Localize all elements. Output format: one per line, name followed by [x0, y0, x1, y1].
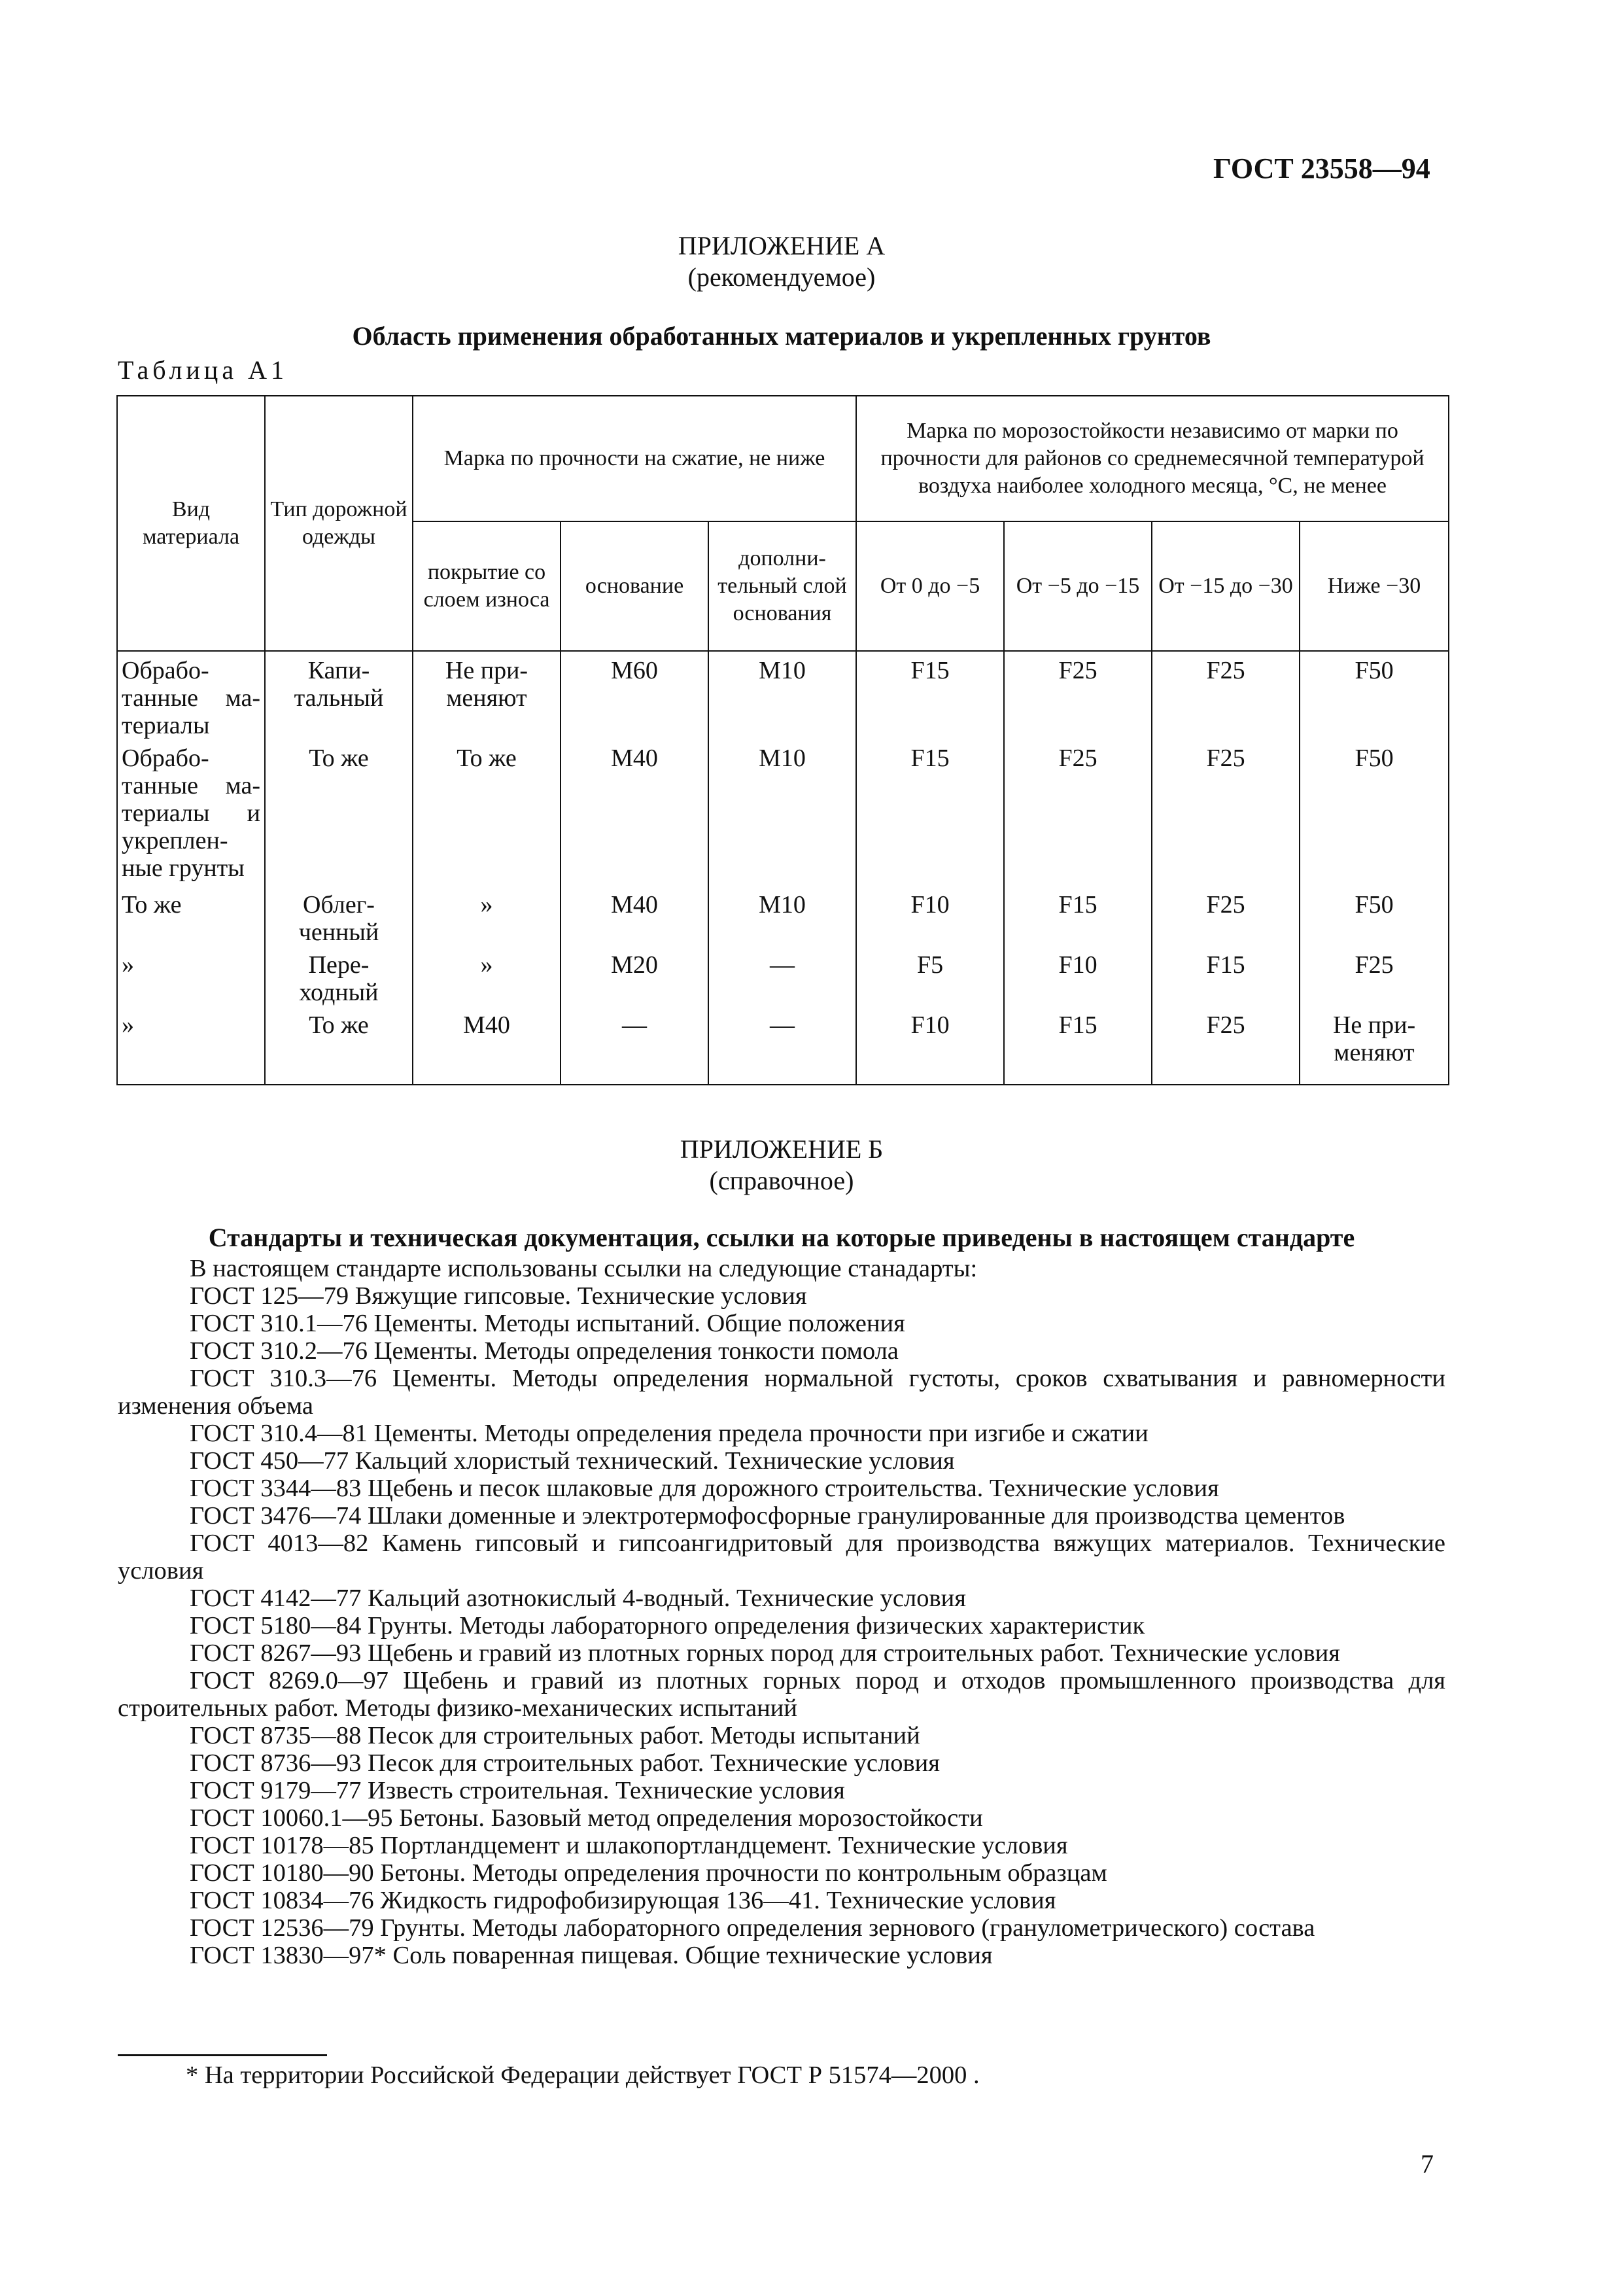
table-cell: F25 [1004, 651, 1152, 739]
reference-item: ГОСТ 8269.0—97 Щебень и гравий из плотных горных пород и отходов промышленного производства для строительных работ. Методы физико-механических испытаний [118, 1667, 1445, 1722]
references-list [118, 1255, 1445, 1969]
table-cell: F25 [1152, 886, 1300, 946]
table-cell: » [117, 1006, 265, 1085]
table-cell: То же [413, 739, 561, 886]
table-a1-container [116, 395, 1448, 1085]
header-frost: Марка по морозостойкости независимо от марки по прочности для районов со среднемесячной температурой воздуха наиболее холодного месяца, °С, не менее [856, 396, 1449, 521]
table-cell: М40 [561, 739, 708, 886]
table-cell: F15 [856, 739, 1004, 886]
header-strength: Марка по прочности на сжатие, не ниже [413, 396, 856, 521]
table-cell: F25 [1300, 946, 1449, 1006]
table-cell: М40 [413, 1006, 561, 1085]
table-cell: Не при-меняют [413, 651, 561, 739]
reference-item: ГОСТ 10834—76 Жидкость гидрофобизирующая 136—41. Технические условия [190, 1887, 1056, 1914]
table-cell: Облег-ченный [265, 886, 413, 946]
reference-item: ГОСТ 310.2—76 Цементы. Методы определения тонкости помола [190, 1337, 899, 1365]
table-cell: F10 [1004, 946, 1152, 1006]
table-cell: Обрабо-танные ма-териалы [117, 651, 265, 739]
subheader-cell: От −15 до −30 [1152, 521, 1300, 651]
appendix-a-subtitle: (рекомендуемое) [687, 262, 876, 292]
reference-item: ГОСТ 9179—77 Известь строительная. Технические условия [190, 1777, 845, 1804]
table-row [117, 946, 1449, 1006]
references-intro: В настоящем стандарте использованы ссылки на следующие станадарты: [190, 1255, 978, 1282]
table-cell: Пере-ходный [265, 946, 413, 1006]
document-header: ГОСТ 23558—94 [1213, 152, 1430, 184]
reference-item: ГОСТ 450—77 Кальций хлористый технический. Технические условия [190, 1447, 955, 1475]
table-cell: F15 [1004, 886, 1152, 946]
subheader-cell: От 0 до −5 [856, 521, 1004, 651]
reference-item: ГОСТ 310.3—76 Цементы. Методы определения нормальной густоты, сроков схватывания и равномерности изменения объема [118, 1365, 1445, 1420]
table-cell: То же [265, 1006, 413, 1085]
reference-item: ГОСТ 10180—90 Бетоны. Методы определения прочности по контрольным образцам [190, 1859, 1107, 1887]
reference-item: ГОСТ 12536—79 Грунты. Методы лабораторного определения зернового (гранулометрического) состава [190, 1914, 1315, 1942]
table-cell: М10 [708, 739, 856, 886]
table-cell: F50 [1300, 651, 1449, 739]
reference-item: ГОСТ 10178—85 Портландцемент и шлакопортландцемент. Технические условия [190, 1832, 1068, 1859]
table-cell: М10 [708, 651, 856, 739]
subheader-cell: От −5 до −15 [1004, 521, 1152, 651]
table-cell: М10 [708, 886, 856, 946]
reference-item: ГОСТ 310.1—76 Цементы. Методы испытаний. Общие положения [190, 1310, 905, 1337]
reference-item: ГОСТ 8736—93 Песок для строительных работ. Технические условия [190, 1749, 940, 1777]
subheader-cell: дополни-тельный слой основания [708, 521, 856, 651]
table-cell: — [708, 946, 856, 1006]
table-cell: М20 [561, 946, 708, 1006]
table-cell: F5 [856, 946, 1004, 1006]
table-cell: М60 [561, 651, 708, 739]
footnote: * На территории Российской Федерации действует ГОСТ Р 51574—2000 . [186, 2061, 980, 2089]
table-cell: F50 [1300, 886, 1449, 946]
appendix-b-title: ПРИЛОЖЕНИЕ Б [680, 1134, 884, 1164]
table-cell: F15 [1152, 946, 1300, 1006]
table-cell: — [708, 1006, 856, 1085]
table-row [117, 1006, 1449, 1085]
table-cell: F15 [1004, 1006, 1152, 1085]
table-cell: » [117, 946, 265, 1006]
header-material: Вид материала [117, 396, 265, 651]
table-cell: Не при-меняют [1300, 1006, 1449, 1085]
reference-item: ГОСТ 13830—97* Соль поваренная пищевая. Общие технические условия [190, 1942, 993, 1969]
subheader-cell: Ниже −30 [1300, 521, 1449, 651]
table-body [117, 651, 1449, 1085]
reference-item: ГОСТ 5180—84 Грунты. Методы лабораторного определения физических характеристик [190, 1612, 1145, 1639]
table-cell: F25 [1152, 1006, 1300, 1085]
subheader-cell: покрытие со слоем износа [413, 521, 561, 651]
table-cell: F25 [1152, 651, 1300, 739]
table-cell: То же [265, 739, 413, 886]
reference-item: ГОСТ 3344—83 Щебень и песок шлаковые для дорожного строительства. Технические условия [190, 1475, 1219, 1502]
appendix-a-title: ПРИЛОЖЕНИЕ А [678, 231, 886, 260]
appendix-b-subtitle: (справочное) [709, 1166, 854, 1195]
table-label: Таблица А1 [118, 355, 288, 385]
table-cell: М40 [561, 886, 708, 946]
table-a1 [116, 395, 1449, 1085]
reference-item: ГОСТ 310.4—81 Цементы. Методы определения предела прочности при изгибе и сжатии [190, 1420, 1149, 1447]
reference-item: ГОСТ 4142—77 Кальций азотнокислый 4-водный. Технические условия [190, 1585, 966, 1612]
table-row [117, 651, 1449, 739]
table-cell: То же [117, 886, 265, 946]
table-cell: F10 [856, 886, 1004, 946]
reference-item: ГОСТ 3476—74 Шлаки доменные и электротермофосфорные гранулированные для производства цементов [190, 1502, 1345, 1530]
table-cell: F25 [1004, 739, 1152, 886]
table-cell: F15 [856, 651, 1004, 739]
header-pavement: Тип дорожной одежды [265, 396, 413, 651]
reference-item: ГОСТ 10060.1—95 Бетоны. Базовый метод определения морозостойкости [190, 1804, 983, 1832]
table-cell: Обрабо-танные ма-териалы и укреплен-ные грунты [117, 739, 265, 886]
reference-item: ГОСТ 4013—82 Камень гипсовый и гипсоангидритовый для производства вяжущих материалов. Технические условия [118, 1530, 1445, 1585]
reference-item: ГОСТ 8267—93 Щебень и гравий из плотных горных пород для строительных работ. Технические условия [190, 1639, 1340, 1667]
appendix-a-heading: Область применения обработанных материалов и укрепленных грунтов [352, 321, 1211, 351]
footnote-divider [118, 2054, 327, 2056]
table-cell: » [413, 886, 561, 946]
reference-item: ГОСТ 125—79 Вяжущие гипсовые. Технические условия [190, 1282, 807, 1310]
table-cell: F10 [856, 1006, 1004, 1085]
appendix-b-heading: Стандарты и техническая документация, ссылки на которые приведены в настоящем стандарте [208, 1223, 1355, 1252]
table-cell: — [561, 1006, 708, 1085]
table-cell: Капи-тальный [265, 651, 413, 739]
page-number: 7 [1421, 2149, 1434, 2179]
table-cell: F50 [1300, 739, 1449, 886]
table-cell: » [413, 946, 561, 1006]
table-row [117, 886, 1449, 946]
table-cell: F25 [1152, 739, 1300, 886]
subheader-cell: основание [561, 521, 708, 651]
reference-item: ГОСТ 8735—88 Песок для строительных работ. Методы испытаний [190, 1722, 920, 1749]
table-row [117, 739, 1449, 886]
